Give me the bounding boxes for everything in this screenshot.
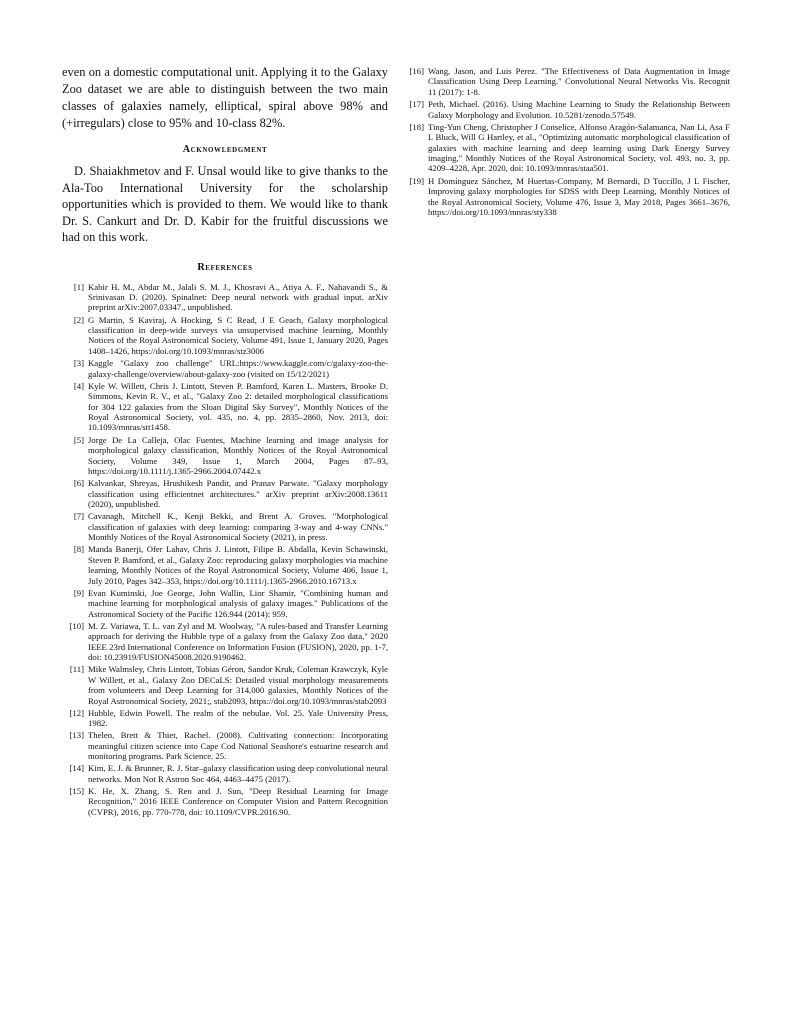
reference-number: [2] [73,314,84,325]
reference-number: [12] [69,707,84,718]
reference-item-12 [62,708,388,729]
reference-number: [3] [73,358,84,369]
reference-number: [6] [73,478,84,489]
reference-number: [13] [69,730,84,741]
reference-text: Thelen, Brett & Thiet, Rachel. (2008). Cultivating connection: Incorporating meaningful citizen science into Cape Cod National Seashore's estuarine research and monitoring programs. Park Science. 25. [88,730,388,762]
left-column [62,64,388,819]
reference-item-4 [62,381,388,433]
reference-item-14 [62,763,388,784]
reference-number: [15] [69,785,84,796]
intro-paragraph: even on a domestic computational unit. Applying it to the Galaxy Zoo dataset we are able to distinguish between the two main classes of galaxies namely, elliptical, spiral above 98% and (+irregulars) close to 95% and 10-class 82%. [62,65,388,130]
reference-text: Wang, Jason, and Luis Perez. "The Effectiveness of Data Augmentation in Image Classification Using Deep Learning." Convolutional Neural Networks Vis. Recognit 11 (2017): 1-8. [428,66,730,97]
reference-text: Kim, E. J. & Brunner, R. J. Star–galaxy classification using deep convolutional neural networks. Mon Not R Astron Soc 464, 4463–4475 (2017). [88,763,388,784]
reference-number: [17] [409,99,424,110]
reference-number: [7] [73,511,84,522]
references-heading: References [197,261,253,273]
reference-item-2 [62,315,388,357]
reference-number: [19] [409,175,424,186]
reference-item-5 [62,435,388,477]
reference-text: Jorge De La Calleja, Olac Fuentes, Machine learning and image analysis for morphological galaxy classification, Monthly Notices of the Royal Astronomical Society, Volume 349, Issue 1, March 2004, Pages 87–93, https://doi.org/10.1111/j.1365-2966.2004.07442.x [88,434,388,476]
reference-number: [18] [409,121,424,132]
reference-number: [5] [73,434,84,445]
reference-number: [8] [73,544,84,555]
reference-text: Kabir H. M., Abdar M., Jalali S. M. J., Khosravi A., Atiya A. F., Nahavandi S., & Srinivasan D. (2020). Spinalnet: Deep neural network with gradual input. arXiv preprint arXiv:2007.03347., unpublished. [88,281,388,313]
reference-item-10 [62,621,388,663]
reference-text: Ting-Yun Cheng, Christopher J Conselice, Alfonso Aragón-Salamanca, Nan Li, Asa F L Bluck, Will G Hartley, et al., "Optimizing automatic morphological classification of galaxies with machine learning and deep learning using Dark Energy Survey imaging," Monthly Notices of the Royal Astronomical Society, vol. 493, no. 3, pp. 4209–4228, Apr. 2020, doi: 10.1093/mnras/staa501. [428,121,730,174]
reference-item-1 [62,282,388,313]
reference-number: [10] [69,620,84,631]
reference-text: G Martin, S Kaviraj, A Hocking, S C Read, J E Geach, Galaxy morphological classification in deep-wide surveys via unsupervised machine learning, Monthly Notices of the Royal Astronomical Society, Volume 491, Issue 1, January 2020, Pages 1408–1426, https://doi.org/10.1093/mnras/stz3006 [88,314,388,356]
reference-text: Cavanagh, Mitchell K., Kenji Bekki, and Brent A. Groves. "Morphological classification of galaxies with deep learning: comparing 3-way and 4-way CNNs." Monthly Notices of the Royal Astronomical Society (2021), in press. [88,511,388,543]
reference-item-19 [402,176,730,218]
reference-list-right [402,66,730,217]
reference-item-13 [62,730,388,761]
reference-item-17 [402,99,730,120]
reference-text: Kalvankar, Shreyas, Hrushikesh Pandit, and Pranav Parwate. "Galaxy morphology classification using efficientnet architectures." arXiv preprint arXiv:2008.13611 (2020), unpublished. [88,478,388,509]
reference-item-11 [62,664,388,706]
reference-number: [11] [69,664,84,675]
reference-text: Manda Banerji, Ofer Lahav, Chris J. Lintott, Filipe B. Abdalla, Kevin Schawinski, Steven P. Bamford, et al., Galaxy Zoo: reproducing galaxy morphologies via machine learning, Monthly Notices of the Royal Astronomical Society, Volume 406, Issue 1, July 2010, Pages 342–353, https://doi.org/10.1111/j.1365-2966.2010.16713.x [88,544,388,586]
reference-list-left [62,282,388,818]
reference-item-9 [62,588,388,619]
acknowledgment-heading: Acknowledgment [182,144,268,155]
reference-item-7 [62,511,388,542]
reference-number: [9] [73,587,84,598]
reference-text: H Domínguez Sánchez, M Huertas-Company, M Bernardi, D Tuccillo, J L Fischer, Improving galaxy morphologies for SDSS with Deep Learning, Monthly Notices of the Royal Astronomical Society, Volume 476, Issue 3, May 2018, Pages 3661–3676, https://doi.org/10.1093/mnras/sty338 [428,175,730,217]
reference-item-8 [62,544,388,586]
reference-text: M. Z. Variawa, T. L. van Zyl and M. Woolway, "A rules-based and Transfer Learning approach for deriving the Hubble type of a galaxy from the Galaxy Zoo data," 2020 IEEE 23rd International Conference on Information Fusion (FUSION), 2020, pp. 1-7, doi: 10.23919/FUSION45008.2020.9190462. [88,620,388,663]
reference-number: [1] [73,281,84,292]
reference-text: Kyle W. Willett, Chris J. Lintott, Steven P. Bamford, Karen L. Masters, Brooke D. Simmons, Kevin R. V., et al., "Galaxy Zoo 2: detailed morphological classifications for 304 122 galaxies from the Sloan Digital Sky Survey", Monthly Notices of the Royal Astronomical Society, vol. 435, no. 4, pp. 2835–2860, Nov. 2013, doi: 10.1093/mnras/stt1458. [88,380,388,433]
reference-text: Kaggle "Galaxy zoo challenge" URL:https://www.kaggle.com/c/galaxy-zoo-the-galaxy-challenge/overview/about-galaxy-zoo (visited on 15/12/2021) [88,358,388,379]
acknowledgment-text: D. Shaiakhmetov and F. Unsal would like to give thanks to the Ala-Too International University for the scholarship opportunities which is provided to them. We would like to thank Dr. S. Cankurt and Dr. D. Kabir for the fruitful discussions we had on this work. [62,164,388,244]
reference-item-3 [62,358,388,379]
reference-number: [14] [69,763,84,774]
reference-text: Mike Walmsley, Chris Lintott, Tobias Géron, Sandor Kruk, Coleman Krawczyk, Kyle W Willett, et al., Galaxy Zoo DECaLS: Detailed visual morphology measurements from volunteers and Deep Learning for 314,000 galaxies, Monthly Notices of the Royal Astronomical Society, 2021;, stab2093, https://doi.org/10.1093/mnras/stab2093 [88,664,388,706]
reference-text: Hubble, Edwin Powell. The realm of the nebulae. Vol. 25. Yale University Press, 1982. [88,707,388,729]
reference-item-15 [62,786,388,817]
reference-item-18 [402,122,730,174]
reference-text: Peth, Michael. (2016). Using Machine Learning to Study the Relationship Between Galaxy Morphology and Evolution. 10.5281/zenodo.57549. [428,99,730,120]
reference-text: K. He, X. Zhang, S. Ren and J. Sun, "Deep Residual Learning for Image Recognition," 2016 IEEE Conference on Computer Vision and Pattern Recognition (CVPR), 2016, pp. 770-778, doi: 10.1109/CVPR.2016.90. [88,785,388,817]
reference-text: Evan Kuminski, Joe George, John Wallin, Lior Shamir, "Combining human and machine learning for morphological analysis of galaxy images." Publications of the Astronomical Society of the Pacific 126.944 (2014): 959. [88,587,388,619]
right-column [402,66,730,219]
reference-number: [4] [73,380,84,391]
reference-number: [16] [409,66,424,76]
reference-item-6 [62,478,388,509]
reference-item-16 [402,66,730,97]
